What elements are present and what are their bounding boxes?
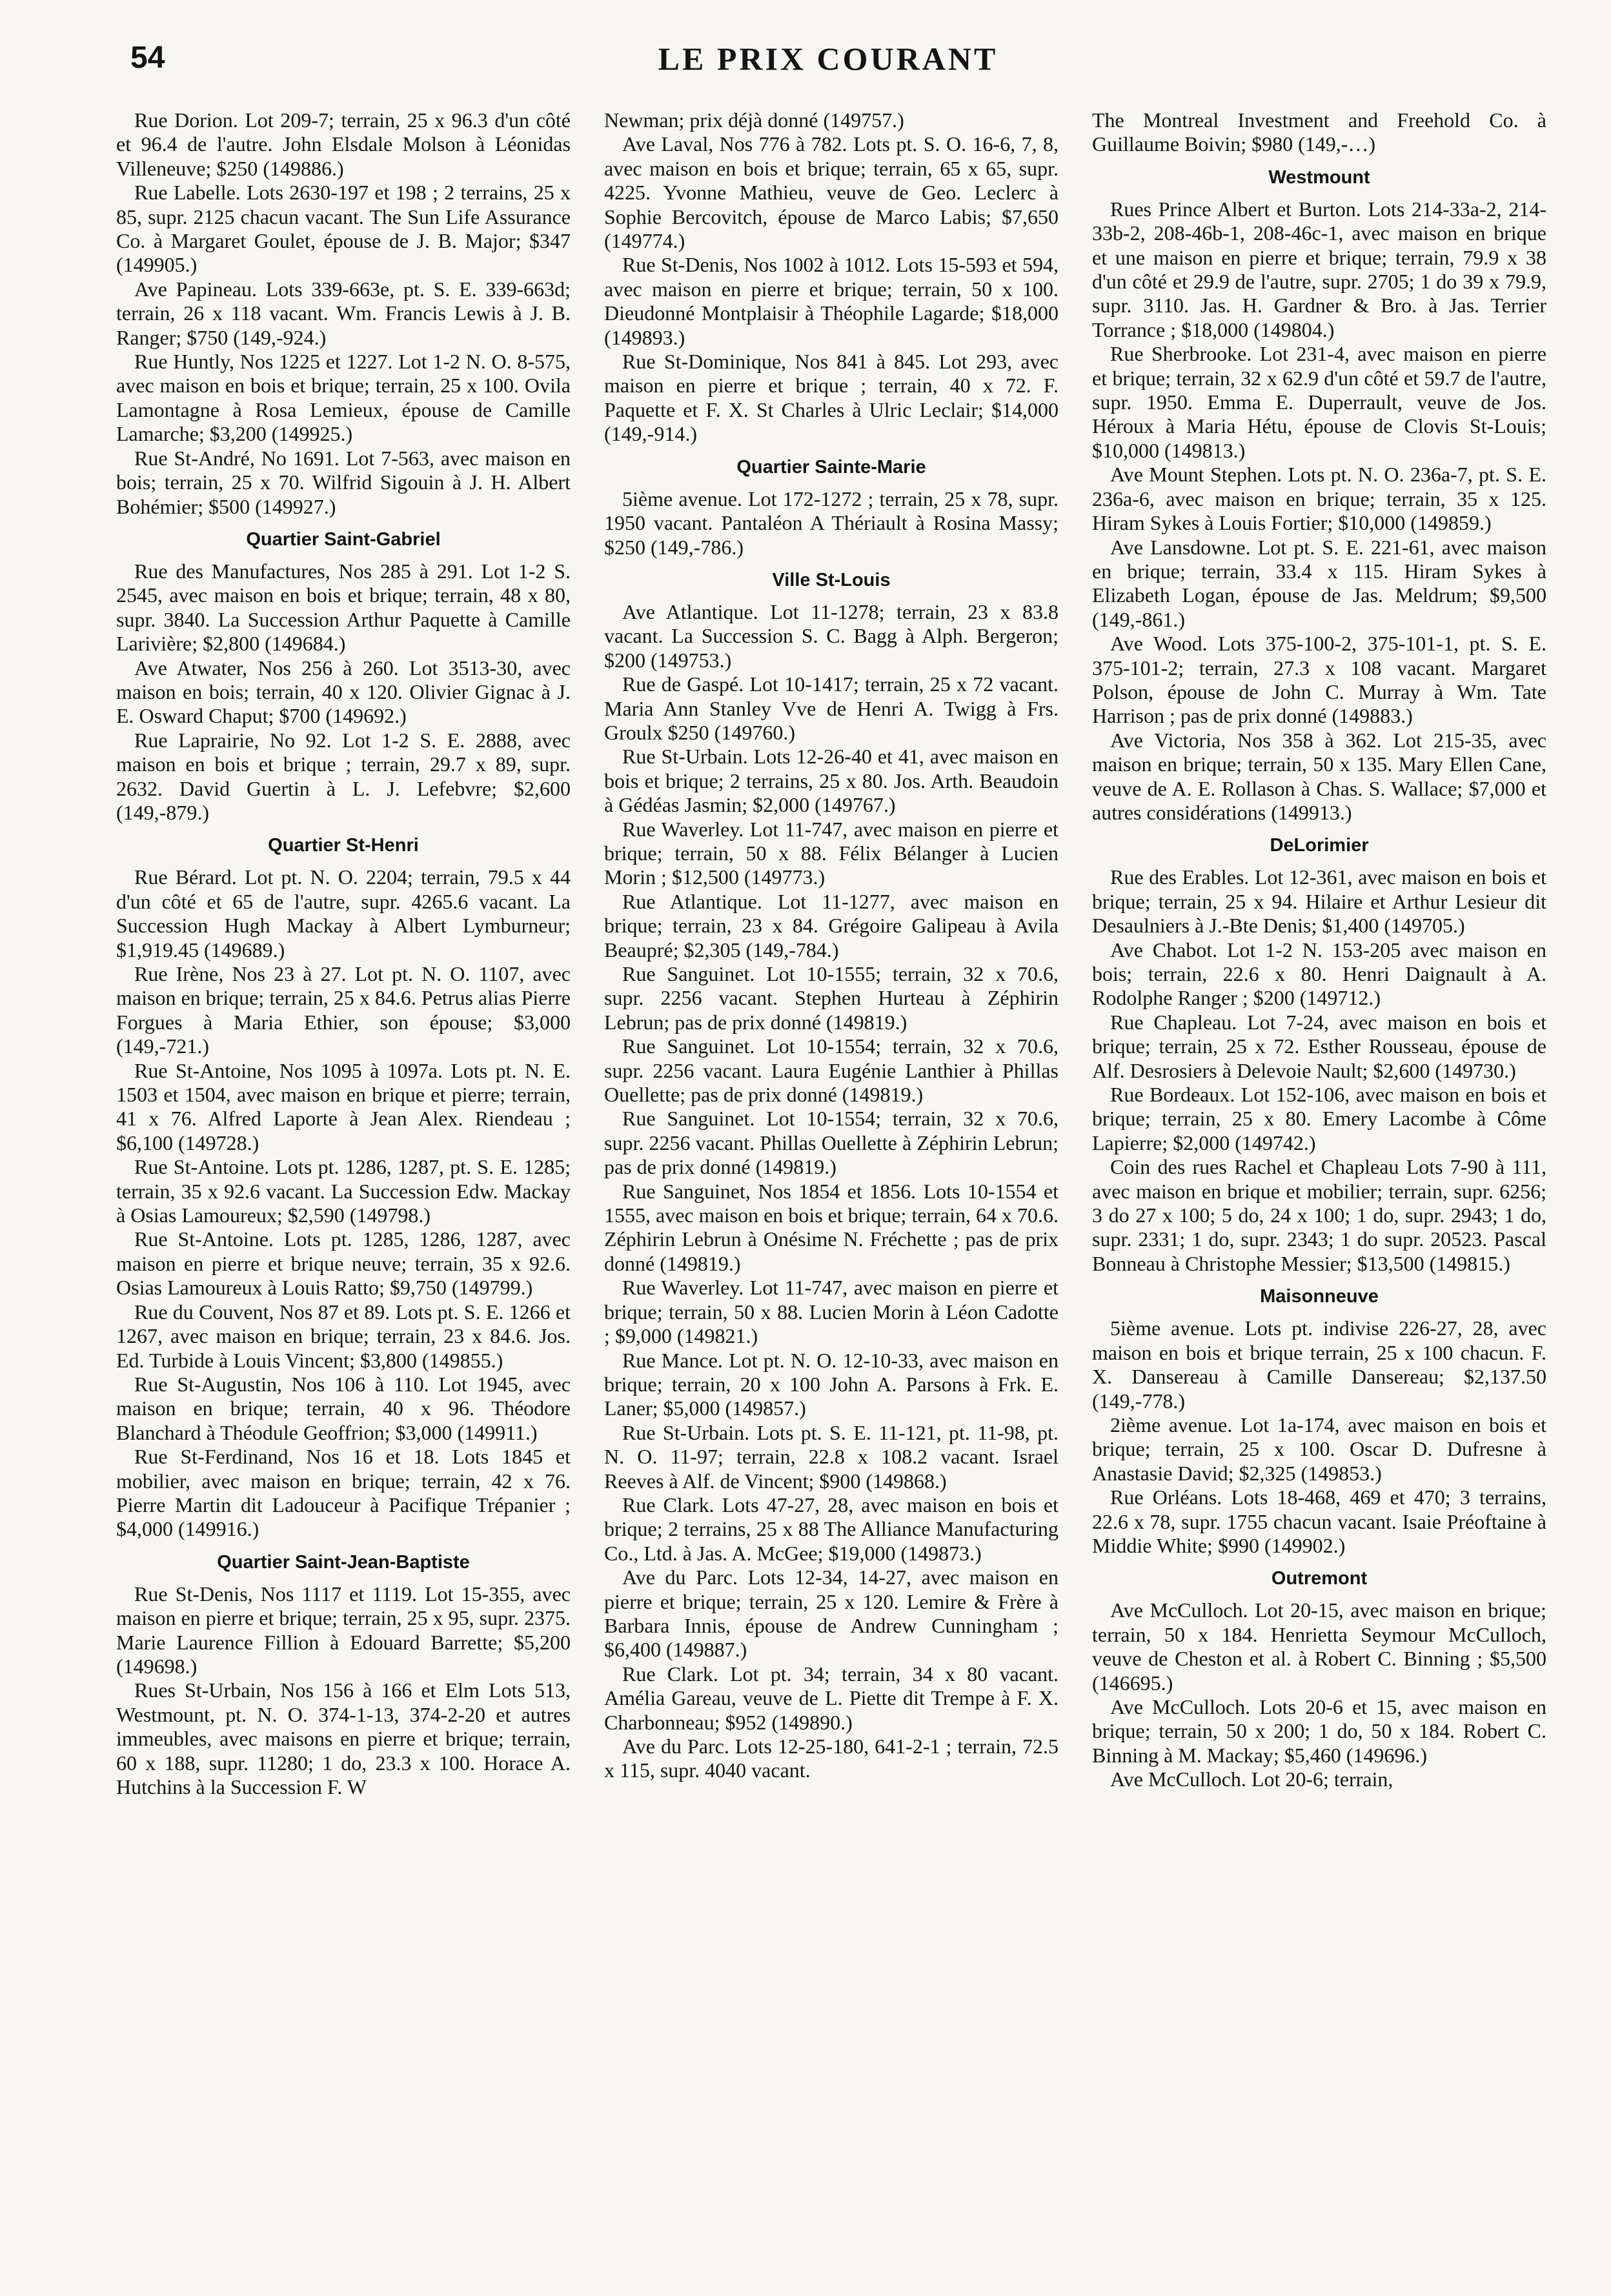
- transaction-entry: Rue Sherbrooke. Lot 231-4, avec maison en pierre et brique; terrain, 32 x 62.9 d'un côté et 59.7 de l'autre, supr. 1950. Emma E. Duperrault, veuve de Jos. Héroux à Maria Hétu, épouse de Clovis St-Louis; $10,000 (149813.): [1092, 342, 1546, 462]
- transaction-entry: Rue St-Ferdinand, Nos 16 et 18. Lots 1845 et mobilier, avec maison en brique; terrain, 42 x 76. Pierre Martin dit Ladouceur à Pacifique Trépanier ; $4,000 (149916.): [116, 1445, 571, 1541]
- transaction-entry: Rue Mance. Lot pt. N. O. 12-10-33, avec maison en brique; terrain, 20 x 100 John A. Parsons à Frk. E. Laner; $5,000 (149857.): [604, 1348, 1059, 1420]
- transaction-entry: Rues St-Urbain, Nos 156 à 166 et Elm Lots 513, Westmount, pt. N. O. 374-1-13, 374-2-20 et autres immeubles, avec maisons en pierre et brique; terrain, 60 x 188, supr. 11280; 1 do, 23.3 x 100. Horace A. Hutchins à la Succession F. W: [116, 1678, 571, 1798]
- transaction-entry: Rue Laprairie, No 92. Lot 1-2 S. E. 2888, avec maison en bois et brique ; terrain, 29.7 x 89, supr. 2632. David Guertin à L. J. Lefebvre; $2,600 (149,-879.): [116, 728, 571, 824]
- transaction-entry: Rue St-André, No 1691. Lot 7-563, avec maison en bois; terrain, 25 x 70. Wilfrid Sigouin à J. H. Albert Bohémier; $500 (149927.): [116, 446, 571, 518]
- transaction-entry: Rue St-Urbain. Lots pt. S. E. 11-121, pt. 11-98, pt. N. O. 11-97; terrain, 22.8 x 108.2 vacant. Israel Reeves à Alf. de Vincent; $900 (149868.): [604, 1420, 1059, 1493]
- section-heading: Quartier Sainte-Marie: [736, 456, 926, 478]
- transaction-entry: Ave Victoria, Nos 358 à 362. Lot 215-35, avec maison en brique; terrain, 50 x 135. Mary Ellen Cane, veuve de A. E. Rollason à Chas. S. Wallace; $7,000 et autres considérations (149913.): [1092, 728, 1546, 824]
- transaction-entry: Rue des Manufactures, Nos 285 à 291. Lot 1-2 S. 2545, avec maison en bois et brique; terrain, 48 x 80, supr. 3840. La Succession Arthur Paquette à Camille Larivière; $2,800 (149684.): [116, 559, 571, 656]
- transaction-entry: 2ième avenue. Lot 1a-174, avec maison en bois et brique; terrain, 25 x 100. Oscar D. Dufresne à Anastasie David; $2,325 (149853.): [1092, 1413, 1546, 1485]
- transaction-entry: 5ième avenue. Lots pt. indivise 226-27, 28, avec maison en bois et brique terrain, 25 x 100 chacun. F. X. Dansereau à Camille Dansereau; $2,137.50 (149,-778.): [1092, 1316, 1546, 1413]
- transaction-entry: Ave Wood. Lots 375-100-2, 375-101-1, pt. S. E. 375-101-2; terrain, 27.3 x 108 vacant. Margaret Polson, épouse de John C. Murray à Wm. Tate Harrison ; pas de prix donné (149883.): [1092, 632, 1546, 728]
- transaction-entry: Rue Clark. Lot pt. 34; terrain, 34 x 80 vacant. Amélia Gareau, veuve de L. Piette dit Trempe à F. X. Charbonneau; $952 (149890.): [604, 1662, 1059, 1734]
- transaction-entry: Rue Dorion. Lot 209-7; terrain, 25 x 96.3 d'un côté et 96.4 de l'autre. John Elsdale Molson à Léonidas Villeneuve; $250 (149886.): [116, 108, 571, 180]
- transaction-entry: Rue Waverley. Lot 11-747, avec maison en pierre et brique; terrain, 50 x 88. Félix Bélanger à Lucien Morin ; $12,500 (149773.): [604, 817, 1059, 889]
- transaction-entry: Rues Prince Albert et Burton. Lots 214-33a-2, 214-33b-2, 208-46b-1, 208-46c-1, avec maison en brique et une maison en pierre et brique; terrain, 79.9 x 38 d'un côté et 29.9 de l'autre, supr. 2705; 1 do 39 x 79.9, supr. 3110. Jas. H. Gardner & Bro. à Jas. Terrier Torrance ; $18,000 (149804.): [1092, 197, 1546, 341]
- transaction-entry: Rue Sanguinet. Lot 10-1554; terrain, 32 x 70.6, supr. 2256 vacant. Phillas Ouellette à Zéphirin Lebrun; pas de prix donné (149819.): [604, 1107, 1059, 1179]
- transaction-entry: Rue Atlantique. Lot 11-1277, avec maison en brique; terrain, 23 x 84. Grégoire Galipeau à Avila Beaupré; $2,305 (149,-784.): [604, 889, 1059, 962]
- transaction-entry: Coin des rues Rachel et Chapleau Lots 7-90 à 111, avec maison en brique et mobilier; terrain, supr. 6256; 3 do 27 x 100; 5 do, 24 x 100; 1 do, supr. 2943; 1 do, supr. 2331; 1 do, supr. 2343; 1 do supr. 20523. Pascal Bonneau à Christophe Messier; $13,500 (149815.): [1092, 1155, 1546, 1275]
- transaction-entry: Ave Chabot. Lot 1-2 N. 153-205 avec maison en bois; terrain, 22.6 x 80. Henri Daignault à A. Rodolphe Ranger ; $200 (149712.): [1092, 938, 1546, 1010]
- transaction-entry: Rue St-Denis, Nos 1002 à 1012. Lots 15-593 et 594, avec maison en pierre et brique; terrain, 50 x 100. Dieudonné Montplaisir à Théophile Lagarde; $18,000 (149893.): [604, 253, 1059, 349]
- section-heading: DeLorimier: [1270, 835, 1369, 856]
- transaction-entry: Ave McCulloch. Lot 20-15, avec maison en brique; terrain, 50 x 184. Henrietta Seymour McCulloch, veuve de Cheston et al. à Robert C. Binning ; $5,500 (146695.): [1092, 1598, 1546, 1695]
- page-number: 54: [130, 41, 165, 75]
- column-right: [1092, 108, 1546, 2283]
- running-title: LE PRIX COURANT: [658, 41, 998, 77]
- transaction-entry: Rue Orléans. Lots 18-468, 469 et 470; 3 terrains, 22.6 x 78, supr. 1755 chacun vacant. Isaie Préoftaine à Middie White; $990 (149902.): [1092, 1485, 1546, 1557]
- section-heading: Quartier St-Henri: [268, 835, 419, 856]
- transaction-entry: Newman; prix déjà donné (149757.): [604, 108, 904, 132]
- transaction-entry: Ave Mount Stephen. Lots pt. N. O. 236a-7, pt. S. E. 236a-6, avec maison en brique; terrain, 35 x 125. Hiram Sykes à Louis Fortier; $10,000 (149859.): [1092, 463, 1546, 535]
- transaction-entry: Ave Lansdowne. Lot pt. S. E. 221-61, avec maison en brique; terrain, 33.4 x 115. Hiram Sykes à Elizabeth Logan, épouse de Jas. Meldrum; $9,500 (149,-861.): [1092, 535, 1546, 631]
- transaction-entry: Rue Huntly, Nos 1225 et 1227. Lot 1-2 N. O. 8-575, avec maison en bois et brique; terrain, 25 x 100. Ovila Lamontagne à Rosa Lemieux, épouse de Camille Lamarche; $3,200 (149925.): [116, 350, 571, 446]
- section-heading: Quartier Saint-Gabriel: [246, 529, 441, 550]
- transaction-entry: Rue Clark. Lots 47-27, 28, avec maison en bois et brique; 2 terrains, 25 x 88 The Alliance Manufacturing Co., Ltd. à Jas. A. McGee; $19,000 (149873.): [604, 1493, 1059, 1565]
- transaction-entry: Ave McCulloch. Lot 20-6; terrain,: [1110, 1767, 1393, 1791]
- transaction-entry: Rue Sanguinet, Nos 1854 et 1856. Lots 10-1554 et 1555, avec maison en bois et brique; terrain, 64 x 70.6. Zéphirin Lebrun à Onésime N. Fréchette ; pas de prix donné (149819.): [604, 1179, 1059, 1275]
- transaction-entry: Rue Sanguinet. Lot 10-1555; terrain, 32 x 70.6, supr. 2256 vacant. Stephen Hurteau à Zéphirin Lebrun; pas de prix donné (149819.): [604, 962, 1059, 1034]
- transaction-entry: Rue Bordeaux. Lot 152-106, avec maison en bois et brique; terrain, 25 x 80. Emery Lacombe à Côme Lapierre; $2,000 (149742.): [1092, 1083, 1546, 1154]
- column-left: [116, 108, 571, 2283]
- transaction-entry: The Montreal Investment and Freehold Co. à Guillaume Boivin; $980 (149,-…): [1092, 108, 1546, 156]
- transaction-entry: Ave du Parc. Lots 12-34, 14-27, avec maison en pierre et brique; terrain, 25 x 120. Lemire & Frère à Barbara Innis, épouse de Andrew Cunningham ; $6,400 (149887.): [604, 1566, 1059, 1662]
- transaction-entry: Rue du Couvent, Nos 87 et 89. Lots pt. S. E. 1266 et 1267, avec maison en brique; terrain, 23 x 84.6. Jos. Ed. Turbide à Louis Vincent; $3,800 (149855.): [116, 1300, 571, 1372]
- transaction-entry: Rue St-Antoine. Lots pt. 1285, 1286, 1287, avec maison en pierre et brique neuve; terrain, 35 x 92.6. Osias Lamoureux à Louis Ratto; $9,750 (149799.): [116, 1227, 571, 1300]
- section-heading: Quartier Saint-Jean-Baptiste: [217, 1551, 470, 1573]
- transaction-entry: Rue de Gaspé. Lot 10-1417; terrain, 25 x 72 vacant. Maria Ann Stanley Vve de Henri A. Twigg à Frs. Groulx $250 (149760.): [604, 672, 1059, 744]
- transaction-entry: Ave Atlantique. Lot 11-1278; terrain, 23 x 83.8 vacant. La Succession S. C. Bagg à Alph. Bergeron; $200 (149753.): [604, 599, 1059, 672]
- transaction-entry: Rue St-Denis, Nos 1117 et 1119. Lot 15-355, avec maison en pierre et brique; terrain, 25 x 95, supr. 2375. Marie Laurence Fillion à Edouard Barrette; $5,200 (149698.): [116, 1582, 571, 1678]
- transaction-entry: 5ième avenue. Lot 172-1272 ; terrain, 25 x 78, supr. 1950 vacant. Pantaléon A Thériault à Rosina Massy; $250 (149,-786.): [604, 487, 1059, 559]
- transaction-entry: Ave Atwater, Nos 256 à 260. Lot 3513-30, avec maison en bois; terrain, 40 x 120. Olivier Gignac à J. E. Osward Chaput; $700 (149692.): [116, 656, 571, 728]
- transaction-entry: Rue des Erables. Lot 12-361, avec maison en bois et brique; terrain, 25 x 94. Hilaire et Arthur Lesieur dit Desaulniers à J.-Bte Denis; $1,400 (149705.): [1092, 865, 1546, 938]
- transaction-entry: Ave Papineau. Lots 339-663e, pt. S. E. 339-663d; terrain, 26 x 118 vacant. Wm. Francis Lewis à J. B. Ranger; $750 (149,-924.): [116, 277, 571, 349]
- transaction-entry: Rue St-Urbain. Lots 12-26-40 et 41, avec maison en bois et brique; 2 terrains, 25 x 80. Jos. Arth. Beaudoin à Gédéas Jasmin; $2,000 (149767.): [604, 745, 1059, 817]
- transaction-entry: Rue St-Dominique, Nos 841 à 845. Lot 293, avec maison en pierre et brique ; terrain, 40 x 72. F. Paquette et F. X. St Charles à Ulric Leclair; $14,000 (149,-914.): [604, 350, 1059, 446]
- section-heading: Westmount: [1268, 166, 1370, 188]
- transaction-entry: Ave McCulloch. Lots 20-6 et 15, avec maison en brique; terrain, 50 x 200; 1 do, 50 x 184. Robert C. Binning à M. Mackay; $5,460 (149696.): [1092, 1695, 1546, 1767]
- transaction-entry: Rue Sanguinet. Lot 10-1554; terrain, 32 x 70.6, supr. 2256 vacant. Laura Eugénie Lanthier à Phillas Ouellette; pas de prix donné (149819.): [604, 1034, 1059, 1107]
- transaction-entry: Rue Chapleau. Lot 7-24, avec maison en bois et brique; terrain, 25 x 72. Esther Rousseau, épouse de Alf. Desrosiers à Delevoie Nault; $2,600 (149730.): [1092, 1010, 1546, 1082]
- transaction-entry: Rue St-Antoine. Lots pt. 1286, 1287, pt. S. E. 1285; terrain, 35 x 92.6 vacant. La Succession Edw. Mackay à Osias Lamoureux; $2,590 (149798.): [116, 1155, 571, 1227]
- transaction-entry: Rue Labelle. Lots 2630-197 et 198 ; 2 terrains, 25 x 85, supr. 2125 chacun vacant. The Sun Life Assurance Co. à Margaret Goulet, épouse de J. B. Major; $347 (149905.): [116, 181, 571, 277]
- transaction-entry: Ave du Parc. Lots 12-25-180, 641-2-1 ; terrain, 72.5 x 115, supr. 4040 vacant.: [604, 1735, 1059, 1782]
- column-middle: [604, 108, 1059, 2283]
- transaction-entry: Ave Laval, Nos 776 à 782. Lots pt. S. O. 16-6, 7, 8, avec maison en bois et brique; terrain, 65 x 65, supr. 4225. Yvonne Mathieu, veuve de Geo. Leclerc à Sophie Bercovitch, épouse de Marco Labis; $7,650 (149774.): [604, 132, 1059, 253]
- section-heading: Ville St-Louis: [772, 569, 891, 590]
- transaction-entry: Rue Irène, Nos 23 à 27. Lot pt. N. O. 1107, avec maison en brique; terrain, 25 x 84.6. Petrus alias Pierre Forgues à Maria Ethier, son épouse; $3,000 (149,-721.): [116, 962, 571, 1058]
- page-header: [123, 40, 1534, 79]
- transaction-entry: Rue St-Augustin, Nos 106 à 110. Lot 1945, avec maison en brique; terrain, 40 x 96. Théodore Blanchard à Théodule Geoffrion; $3,000 (149911.): [116, 1372, 571, 1444]
- section-heading: Maisonneuve: [1260, 1286, 1379, 1307]
- transaction-entry: Rue Waverley. Lot 11-747, avec maison en pierre et brique; terrain, 50 x 88. Lucien Morin à Léon Cadotte ; $9,000 (149821.): [604, 1276, 1059, 1348]
- transaction-entry: Rue St-Antoine, Nos 1095 à 1097a. Lots pt. N. E. 1503 et 1504, avec maison en brique et pierre; terrain, 41 x 76. Alfred Laporte à Jean Alex. Riendeau ; $6,100 (149728.): [116, 1058, 571, 1154]
- transaction-entry: Rue Bérard. Lot pt. N. O. 2204; terrain, 79.5 x 44 d'un côté et 65 de l'autre, supr. 4265.6 vacant. La Succession Hugh Mackay à Albert Lymburneur; $1,919.45 (149689.): [116, 865, 571, 962]
- section-heading: Outremont: [1271, 1568, 1368, 1589]
- text-columns: [116, 108, 1546, 2283]
